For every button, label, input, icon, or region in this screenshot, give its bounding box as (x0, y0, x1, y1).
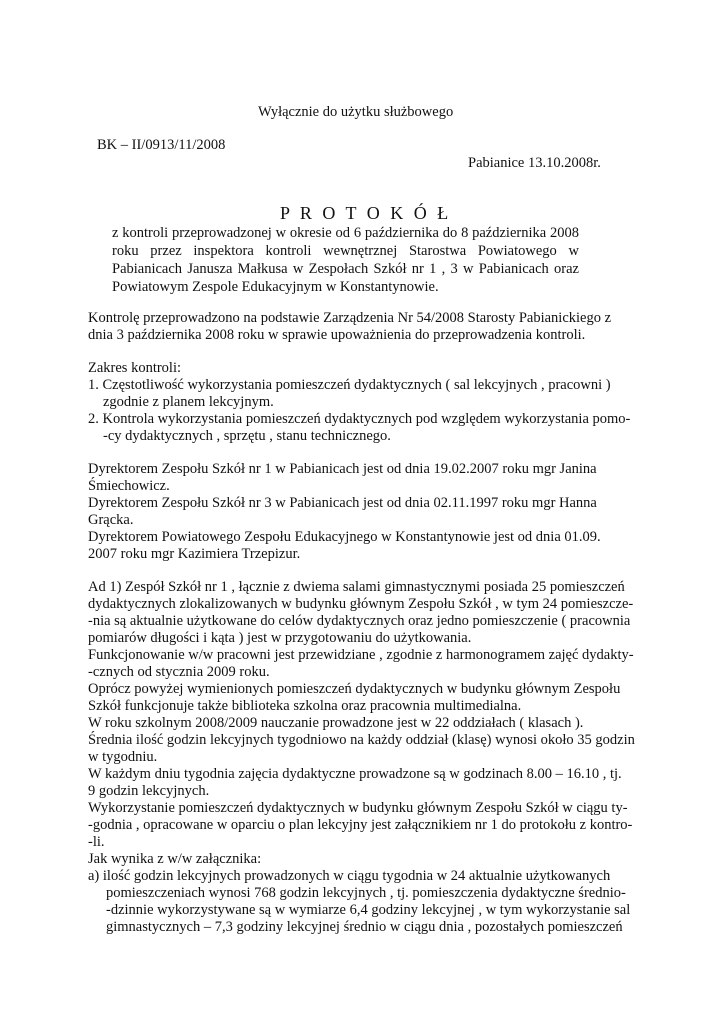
ad1-line: -li. (88, 834, 105, 850)
directors-line: Grącka. (88, 512, 134, 528)
directors-line: 2007 roku mgr Kazimiera Trzepizur. (88, 546, 301, 562)
ad1-line: w tygodniu. (88, 749, 158, 765)
page-title: P R O T O K Ó Ł (280, 203, 452, 223)
ad1-line: Ad 1) Zespół Szkół nr 1 , łącznie z dwiema salami gimnastycznymi posiada 25 pomieszczeń (88, 579, 625, 595)
directors-line: Dyrektorem Powiatowego Zespołu Edukacyjnego w Konstantynowie jest od dnia 01.09. (88, 529, 601, 545)
point-a-line: pomieszczeniach wynosi 768 godzin lekcyjnych , tj. pomieszczenia dydaktyczne średnio- (106, 885, 626, 901)
ad1-line: dydaktycznych zlokalizowanych w budynku głównym Zespołu Szkół , w tym 24 pomieszcze- (88, 596, 634, 612)
intro-line: z kontroli przeprowadzonej w okresie od 6 października do 8 października 2008 (112, 225, 579, 241)
point-a-line: -dzinnie wykorzystywane są w wymiarze 6,4 godziny lekcyjnej , w tym wykorzystanie sal (106, 902, 631, 918)
ad1-line: Jak wynika z w/w załącznika: (88, 851, 262, 867)
ad1-line: W każdym dniu tygodnia zajęcia dydaktyczne prowadzone są w godzinach 8.00 – 16.10 , tj. (88, 766, 622, 782)
scope-item-1: 1. Częstotliwość wykorzystania pomieszczeń dydaktycznych ( sal lekcyjnych , pracowni ) (88, 377, 611, 393)
ad1-line: W roku szkolnym 2008/2009 nauczanie prowadzone jest w 22 oddziałach ( klasach ). (88, 715, 584, 731)
basis-line: dnia 3 października 2008 roku w sprawie upoważnienia do przeprowadzenia kontroli. (88, 327, 586, 343)
ad1-line: -cznych od stycznia 2009 roku. (88, 664, 270, 680)
ad1-line: Szkół funkcjonuje także biblioteka szkolna oraz pracownia multimedialna. (88, 698, 522, 714)
basis-line: Kontrolę przeprowadzono na podstawie Zarządzenia Nr 54/2008 Starosty Pabianickiego z (88, 310, 612, 326)
scope-item-2-cont: -cy dydaktycznych , sprzętu , stanu technicznego. (103, 428, 391, 444)
restriction-note: Wyłącznie do użytku służbowego (258, 104, 454, 120)
intro-line: roku przez inspektora kontroli wewnętrznej Starostwa Powiatowego w (112, 243, 579, 259)
ad1-line: Wykorzystanie pomieszczeń dydaktycznych w budynku głównym Zespołu Szkół w ciągu ty- (88, 800, 628, 816)
ad1-line: pomiarów długości i kąta ) jest w przygotowaniu do użytkowania. (88, 630, 472, 646)
ad1-line: Oprócz powyżej wymienionych pomieszczeń dydaktycznych w budynku głównym Zespołu (88, 681, 621, 697)
point-a-line: a) ilość godzin lekcyjnych prowadzonych w ciągu tygodnia w 24 aktualnie użytkowanych (88, 868, 611, 884)
reference-number: BK – II/0913/11/2008 (97, 137, 226, 153)
directors-line: Dyrektorem Zespołu Szkół nr 1 w Pabianicach jest od dnia 19.02.2007 roku mgr Janina (88, 461, 597, 477)
intro-line: Pabianicach Janusza Małkusa w Zespołach Szkół nr 1 , 3 w Pabianicach oraz (112, 261, 579, 277)
ad1-line: -nia są aktualnie użytkowane do celów dydaktycznych oraz jedno pomieszczenie ( pracownia (88, 613, 631, 629)
intro-line: Powiatowym Zespole Edukacyjnym w Konstantynowie. (112, 279, 439, 295)
directors-line: Śmiechowicz. (88, 478, 170, 494)
ad1-line: 9 godzin lekcyjnych. (88, 783, 210, 799)
scope-heading: Zakres kontroli: (88, 360, 182, 376)
scope-item-2: 2. Kontrola wykorzystania pomieszczeń dydaktycznych pod względem wykorzystania pomo- (88, 411, 631, 427)
ad1-line: Średnia ilość godzin lekcyjnych tygodniowo na każdy oddział (klasę) wynosi około 35 godzin (88, 732, 635, 748)
point-a-line: gimnastycznych – 7,3 godziny lekcyjnej średnio w ciągu dnia , pozostałych pomieszczeń (106, 919, 623, 935)
ad1-line: -godnia , opracowane w oparciu o plan lekcyjny jest załącznikiem nr 1 do protokołu z kontro- (88, 817, 633, 833)
place-and-date: Pabianice 13.10.2008r. (468, 155, 601, 171)
directors-line: Dyrektorem Zespołu Szkół nr 3 w Pabianicach jest od dnia 02.11.1997 roku mgr Hanna (88, 495, 597, 511)
ad1-line: Funkcjonowanie w/w pracowni jest przewidziane , zgodnie z harmonogramem zajęć dydakty- (88, 647, 634, 663)
scope-item-1-cont: zgodnie z planem lekcyjnym. (103, 394, 274, 410)
